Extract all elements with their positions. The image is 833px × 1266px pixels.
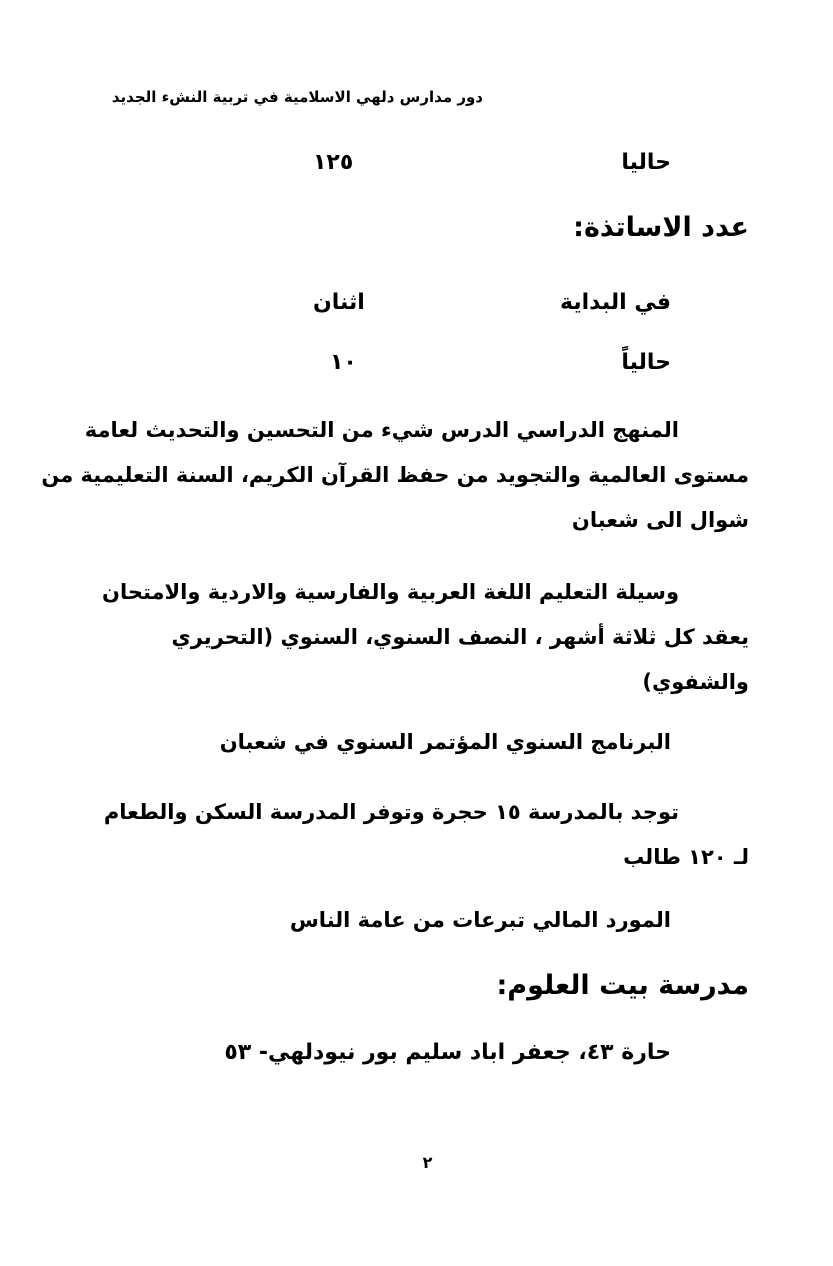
housing-paragraph <box>84 790 749 880</box>
teachers-start-value: اثنان <box>313 290 365 315</box>
annual-program-line: البرنامج السنوي المؤتمر السنوي في شعبان <box>219 730 671 754</box>
teachers-now-label: حالياً <box>621 350 671 375</box>
teaching-line-3: والشفوي) <box>642 670 749 694</box>
housing-line-2: لـ ١٢٠ طالب <box>623 845 749 869</box>
curriculum-paragraph <box>41 408 749 543</box>
students-now-label: حاليا <box>621 150 671 175</box>
page-number: ٢ <box>422 1153 433 1172</box>
school2-heading: مدرسة بيت العلوم: <box>496 970 749 1001</box>
students-now-value: ١٢٥ <box>313 150 354 175</box>
teaching-line-2: يعقد كل ثلاثة أشهر ، النصف السنوي، السنوي (التحريري <box>171 625 749 649</box>
curriculum-line-3: شوال الى شعبان <box>571 508 749 532</box>
teachers-start-label: في البداية <box>560 290 671 315</box>
teachers-heading: عدد الاساتذة: <box>573 212 749 243</box>
funding-line: المورد المالي تبرعات من عامة الناس <box>289 908 671 932</box>
curriculum-line-1: المنهج الدراسي الدرس شيء من التحسين والتحديث لعامة <box>84 418 679 442</box>
school2-address: حارة ٤٣، جعفر اباد سليم بور نيودلهي- ٥٣ <box>224 1040 671 1065</box>
teaching-paragraph <box>84 570 749 705</box>
teachers-now-value: ١٠ <box>330 350 357 375</box>
housing-line-1: توجد بالمدرسة ١٥ حجرة وتوفر المدرسة السكن والطعام <box>103 800 679 824</box>
teaching-line-1: وسيلة التعليم اللغة العربية والفارسية والاردية والامتحان <box>102 580 679 604</box>
curriculum-line-2: مستوى العالمية والتجويد من حفظ القرآن الكريم، السنة التعليمية من <box>41 463 749 487</box>
running-header: دور مدارس دلهي الاسلامية في تربية النشء الجديد <box>111 88 483 106</box>
